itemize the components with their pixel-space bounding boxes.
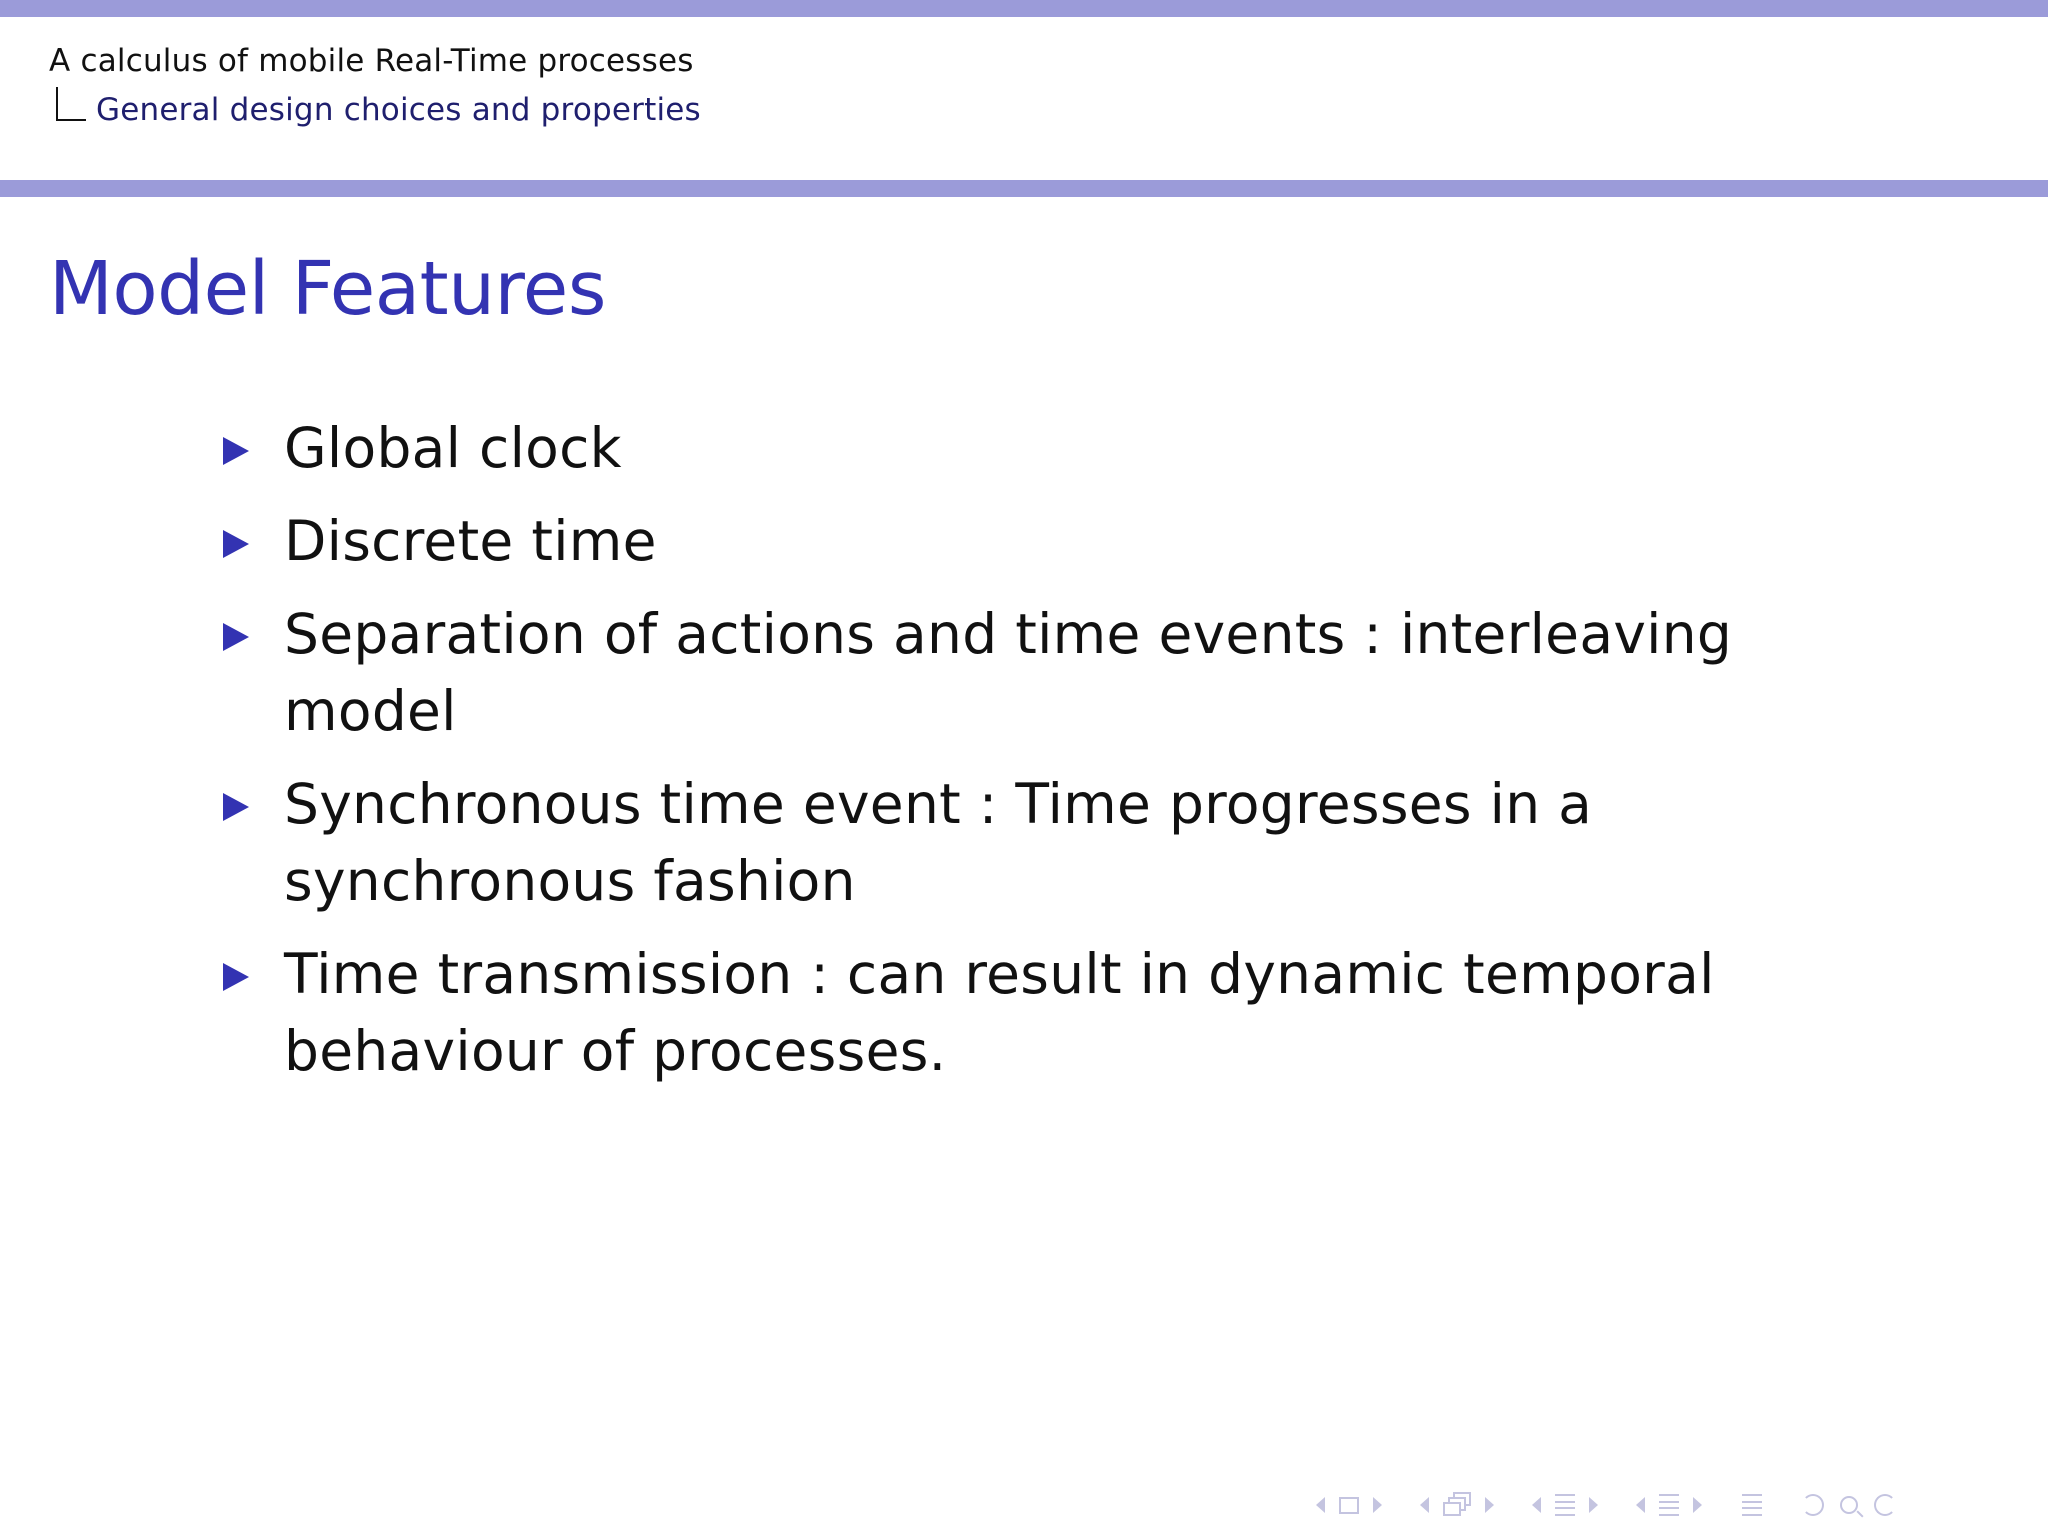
bullet-triangle-icon [223,963,249,991]
bullet-list [220,410,1900,1106]
back-icon[interactable] [1796,1488,1830,1522]
slide-icon[interactable] [1331,1488,1367,1522]
frame-next-icon[interactable] [1479,1488,1500,1522]
bullet-text: Separation of actions and time events : interleaving model [284,602,1733,743]
toc-nav-group [1734,1488,1770,1522]
section-prev-icon[interactable] [1630,1488,1651,1522]
search-icon[interactable] [1830,1488,1868,1522]
bullet-item [220,936,1900,1090]
beamer-navigation-bar [1310,1488,1902,1522]
bullet-item [220,503,1900,580]
slide-next-icon[interactable] [1367,1488,1388,1522]
slide-nav-group [1310,1488,1388,1522]
section-title[interactable]: A calculus of mobile Real-Time processes [49,43,694,79]
bullet-text: Global clock [284,416,622,480]
subsection-title[interactable]: General design choices and properties [96,92,701,128]
bullet-item [220,596,1900,750]
bullet-item [220,410,1900,487]
subsection-next-icon[interactable] [1583,1488,1604,1522]
bullet-text: Discrete time [284,509,657,573]
bullet-text: Time transmission : can result in dynamic temporal behaviour of processes. [284,942,1715,1083]
tree-connector-icon [56,87,86,121]
header-bottom-bar [0,180,2048,197]
bullet-text: Synchronous time event : Time progresses in a synchronous fashion [284,772,1593,913]
frame-prev-icon[interactable] [1414,1488,1435,1522]
section-nav-group [1630,1488,1708,1522]
frame-icon[interactable] [1435,1488,1479,1522]
frame-title: Model Features [49,246,606,332]
forward-icon[interactable] [1868,1488,1902,1522]
subsection-icon[interactable] [1547,1488,1583,1522]
bullet-triangle-icon [223,530,249,558]
bullet-triangle-icon [223,437,249,465]
frame-nav-group [1414,1488,1500,1522]
slide-header [0,17,2048,180]
slide-prev-icon[interactable] [1310,1488,1331,1522]
bullet-triangle-icon [223,793,249,821]
bullet-item [220,766,1900,920]
bullet-triangle-icon [223,623,249,651]
toc-icon[interactable] [1734,1488,1770,1522]
section-next-icon[interactable] [1687,1488,1708,1522]
subsection-nav-group [1526,1488,1604,1522]
subsection-prev-icon[interactable] [1526,1488,1547,1522]
search-nav-group [1796,1488,1902,1522]
section-icon[interactable] [1651,1488,1687,1522]
header-top-bar [0,0,2048,17]
